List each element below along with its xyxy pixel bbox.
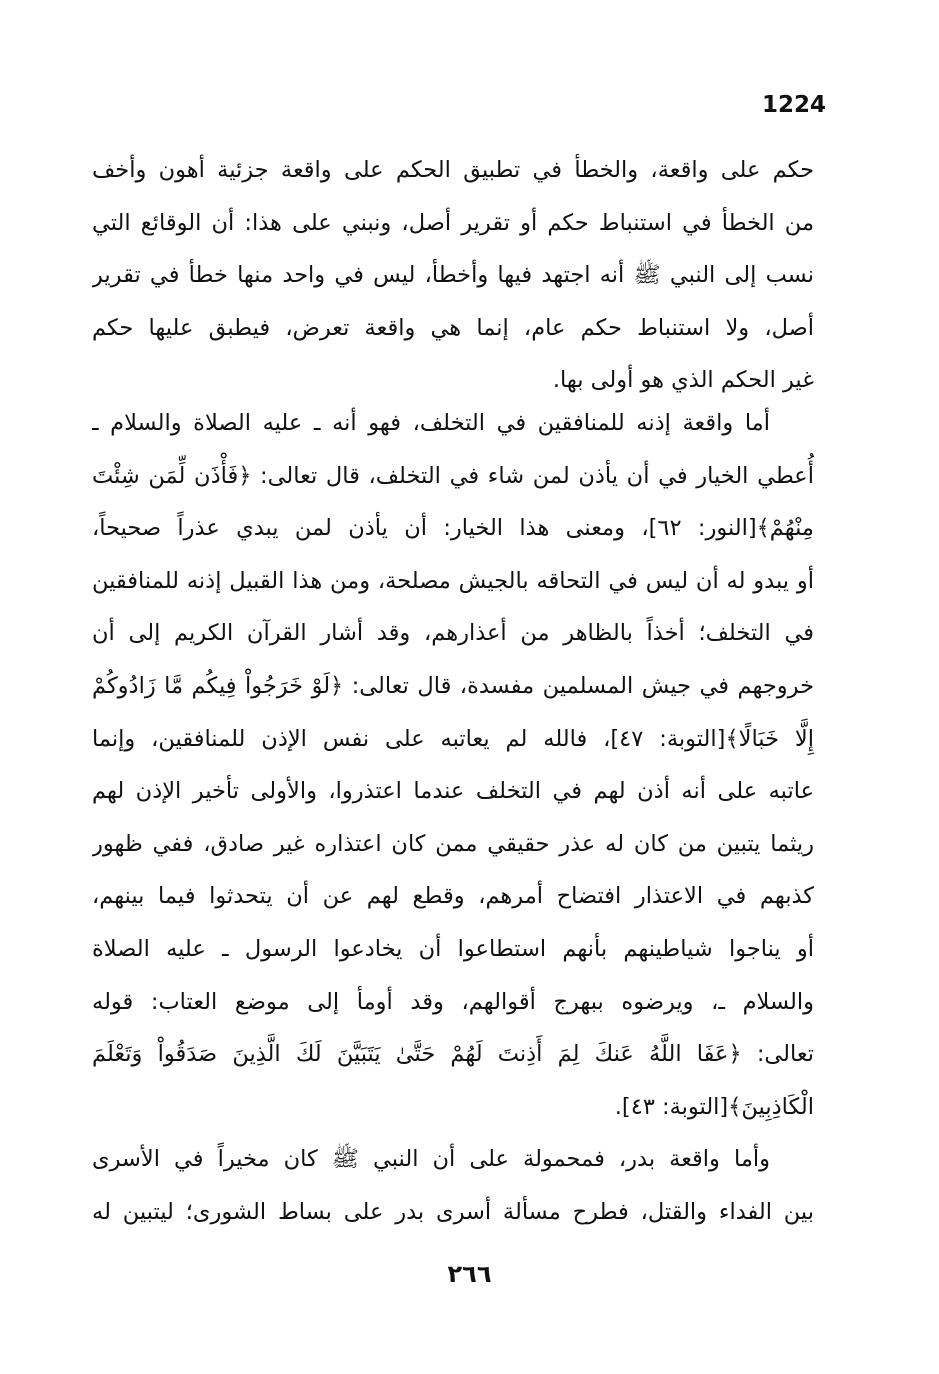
text-line: من الخطأ في استنباط حكم أو تقرير أصل، ونبني على هذا: أن الوقائع التي: [92, 209, 814, 236]
text-line: أو يناجوا شياطينهم بأنهم استطاعوا أن يخادعوا الرسول ـ عليه الصلاة: [92, 935, 814, 962]
text-line: في التخلف؛ أخذاً بالظاهر من أعذارهم، وقد أشار القرآن الكريم إلى أن: [92, 620, 814, 647]
text-line: أصل، ولا استنباط حكم عام، إنما هي واقعة تعرض، فيطبق عليها حكم: [92, 314, 814, 341]
text-line: وأما واقعة بدر، فمحمولة على أن النبي ﷺ كان مخيراً في الأسرى: [92, 1146, 770, 1172]
page-footer-number: ٢٦٦: [447, 1260, 492, 1288]
text-line: كذبهم في الاعتذار افتضاح أمرهم، وقطع لهم عن أن يتحدثوا فيما بينهم،: [92, 883, 814, 910]
text-line: بين الفداء والقتل، فطرح مسألة أسرى بدر على بساط الشورى؛ ليتبين له: [92, 1198, 814, 1225]
text-line: عاتبه على أنه أذن لهم في التخلف عندما اعتذروا، والأولى تأخير الإذن لهم: [92, 778, 814, 805]
text-line: تعالى: ﴿عَفَا اللَّهُ عَنكَ لِمَ أَذِنتَ لَهُمْ حَتَّىٰ يَتَبَيَّنَ لَكَ الَّذِينَ صَدَقُواْ وَتَعْلَمَ: [92, 1041, 814, 1068]
text-line: أُعطي الخيار في أن يأذن لمن شاء في التخلف، قال تعالى: ﴿فَأْذَن لِّمَن شِئْتَ: [92, 462, 814, 489]
text-line: خروجهم في جيش المسلمين مفسدة، قال تعالى: ﴿لَوْ خَرَجُواْ فِيكُم مَّا زَادُوكُمْ: [92, 672, 814, 699]
text-line: والسلام ـ، ويرضوه ببهرج أقوالهم، وقد أومأ إلى موضع العتاب: قوله: [92, 988, 814, 1015]
text-line: ريثما يتبين من كان له عذر حقيقي ممن كان اعتذاره غير صادق، ففي ظهور: [92, 830, 814, 857]
text-line: أو يبدو له أن ليس في التحاقه بالجيش مصلحة، ومن هذا القبيل إذنه للمنافقين: [92, 567, 814, 594]
text-line: غير الحكم الذي هو أولى بها.: [552, 367, 814, 394]
text-line: الْكَاذِبِينَ﴾[التوبة: ٤٣].: [614, 1093, 814, 1120]
paragraph-1: [92, 144, 814, 407]
page-header-number: 1224: [762, 92, 827, 118]
text-line: إِلَّا خَبَالًا﴾[التوبة: ٤٧]، فالله لم يعاتبه على نفس الإذن للمنافقين، وإنما: [92, 725, 814, 752]
text-line: نسب إلى النبي ﷺ أنه اجتهد فيها وأخطأ، ليس في واحد منها خطأ في تقرير: [92, 262, 814, 289]
text-line: أما واقعة إذنه للمنافقين في التخلف، فهو أنه ـ عليه الصلاة والسلام ـ: [92, 410, 770, 436]
paragraph-2: [92, 397, 814, 1133]
text-line: مِنْهُمْ﴾[النور: ٦٢]، ومعنى هذا الخيار: أن يأذن لمن يبدي عذراً صحيحاً،: [92, 515, 814, 542]
paragraph-3: [92, 1133, 814, 1238]
text-line: حكم على واقعة، والخطأ في تطبيق الحكم على واقعة جزئية أهون وأخف: [92, 157, 814, 183]
